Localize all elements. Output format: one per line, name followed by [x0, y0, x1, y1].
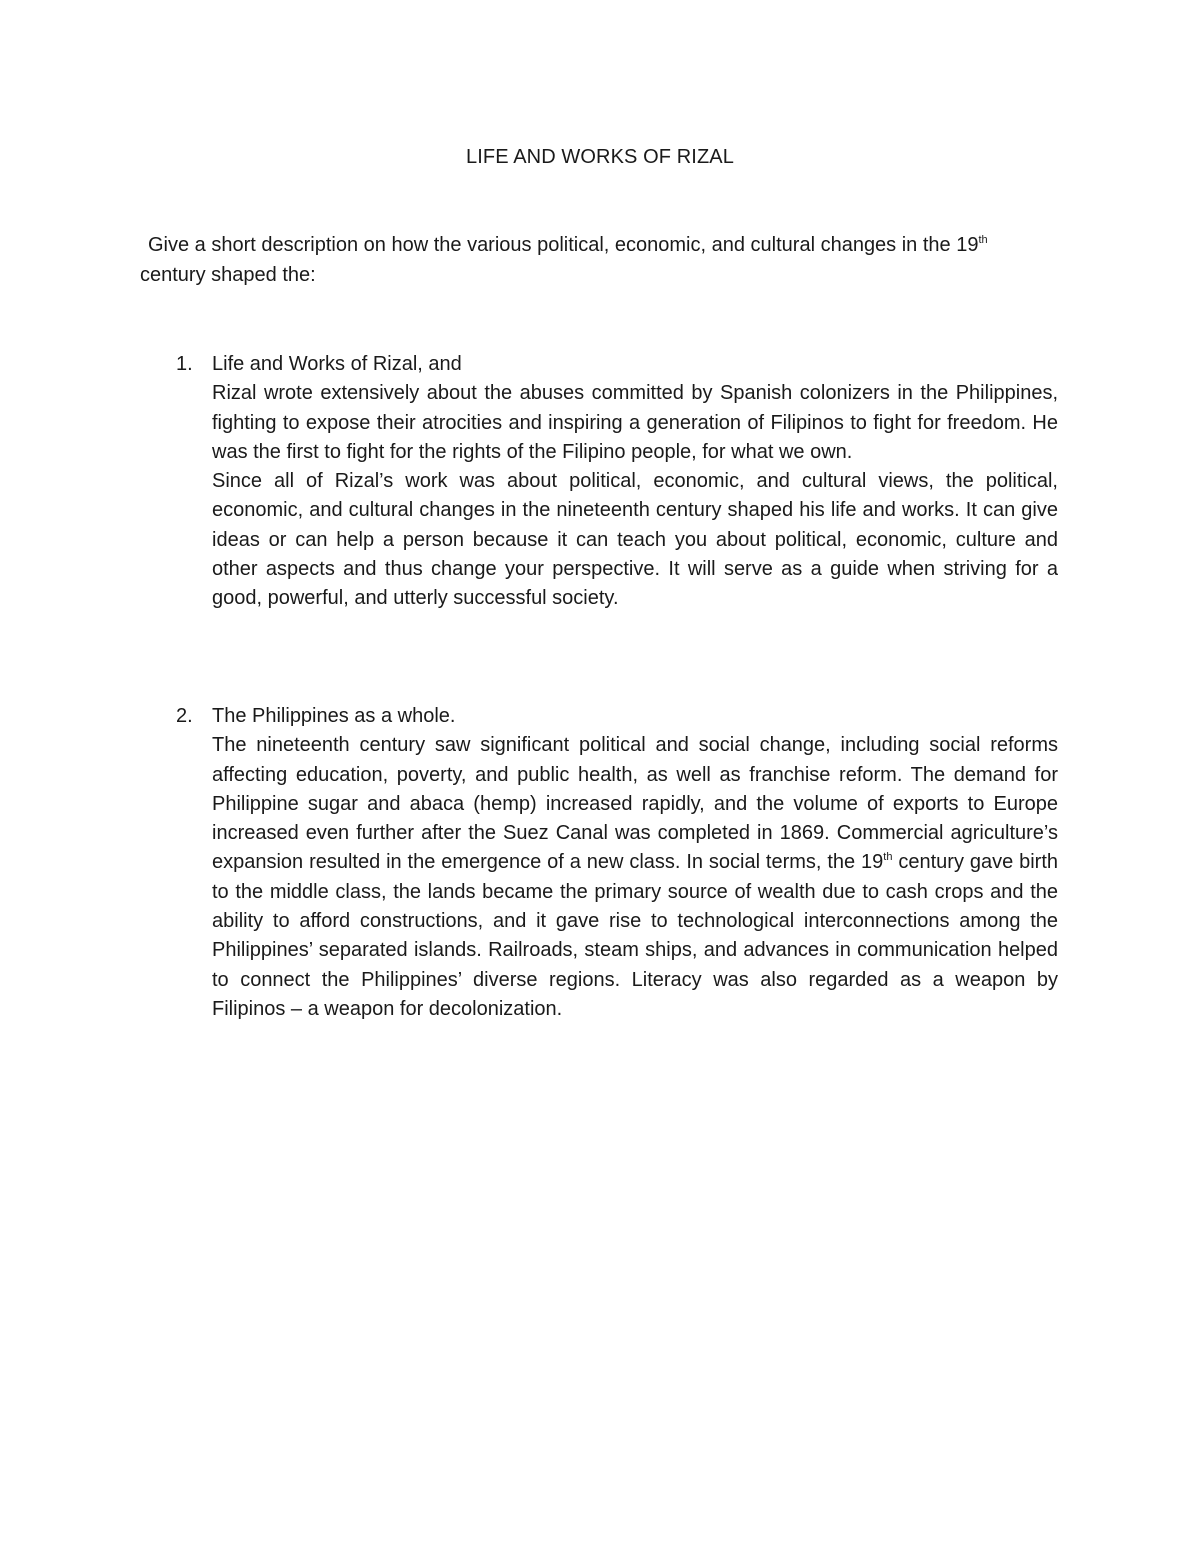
paragraph-superscript: th — [883, 851, 893, 864]
prompt-text-start: Give a short description on how the various political, economic, and cultural changes in the 19 — [148, 234, 979, 256]
list-number: 1. — [176, 353, 193, 375]
paragraph-text-start: The nineteenth century saw significant political and social change, including social reforms affecting education, poverty, and public health, as well as franchise reform. The demand for Philippine sugar and abaca (hemp) increased rapidly, and the volume of exports to Europe increased even further after the Suez Canal was completed in 1869. Commercial agriculture’s expansion resulted in the emergence of a new class. In social terms, the 19 — [212, 734, 1058, 874]
item-paragraph — [212, 731, 1058, 1024]
list-item-1 — [176, 350, 1058, 614]
paragraph-text-end: century gave birth to the middle class, the lands became the primary source of wealth due to cash crops and the ability to afford constructions, and it gave rise to technological interconnections among the Philippines’ separated islands. Railroads, steam ships, and advances in communication helped to connect the Philippines’ diverse regions. Literacy was also regarded as a weapon by Filipinos – a weapon for decolonization. — [212, 851, 1058, 1020]
prompt-superscript: th — [978, 234, 988, 246]
item-heading: Life and Works of Rizal, and — [212, 353, 462, 375]
item-paragraph: Rizal wrote extensively about the abuses committed by Spanish colonizers in the Philippines, fighting to expose their atrocities and inspiring a generation of Filipinos to fight for freedom. He was the first to fight for the rights of the Filipino people, for what we own. — [212, 382, 1058, 463]
list-item-2 — [176, 702, 1058, 1024]
question-prompt — [140, 230, 1058, 290]
list-number: 2. — [176, 705, 193, 727]
list-item-body — [212, 350, 1058, 614]
item-paragraph: Since all of Rizal’s work was about political, economic, and cultural views, the political, economic, and cultural changes in the nineteenth century shaped his life and works. It can give ideas or can help a person because it can teach you about political, economic, culture and other aspects and thus change your perspective. It will serve as a guide when striving for a good, powerful, and utterly successful society. — [212, 470, 1058, 610]
list-item-body — [212, 702, 1058, 1024]
document-title: LIFE AND WORKS OF RIZAL — [466, 146, 734, 168]
item-heading: The Philippines as a whole. — [212, 705, 456, 727]
prompt-text-end: century shaped the: — [140, 264, 316, 286]
